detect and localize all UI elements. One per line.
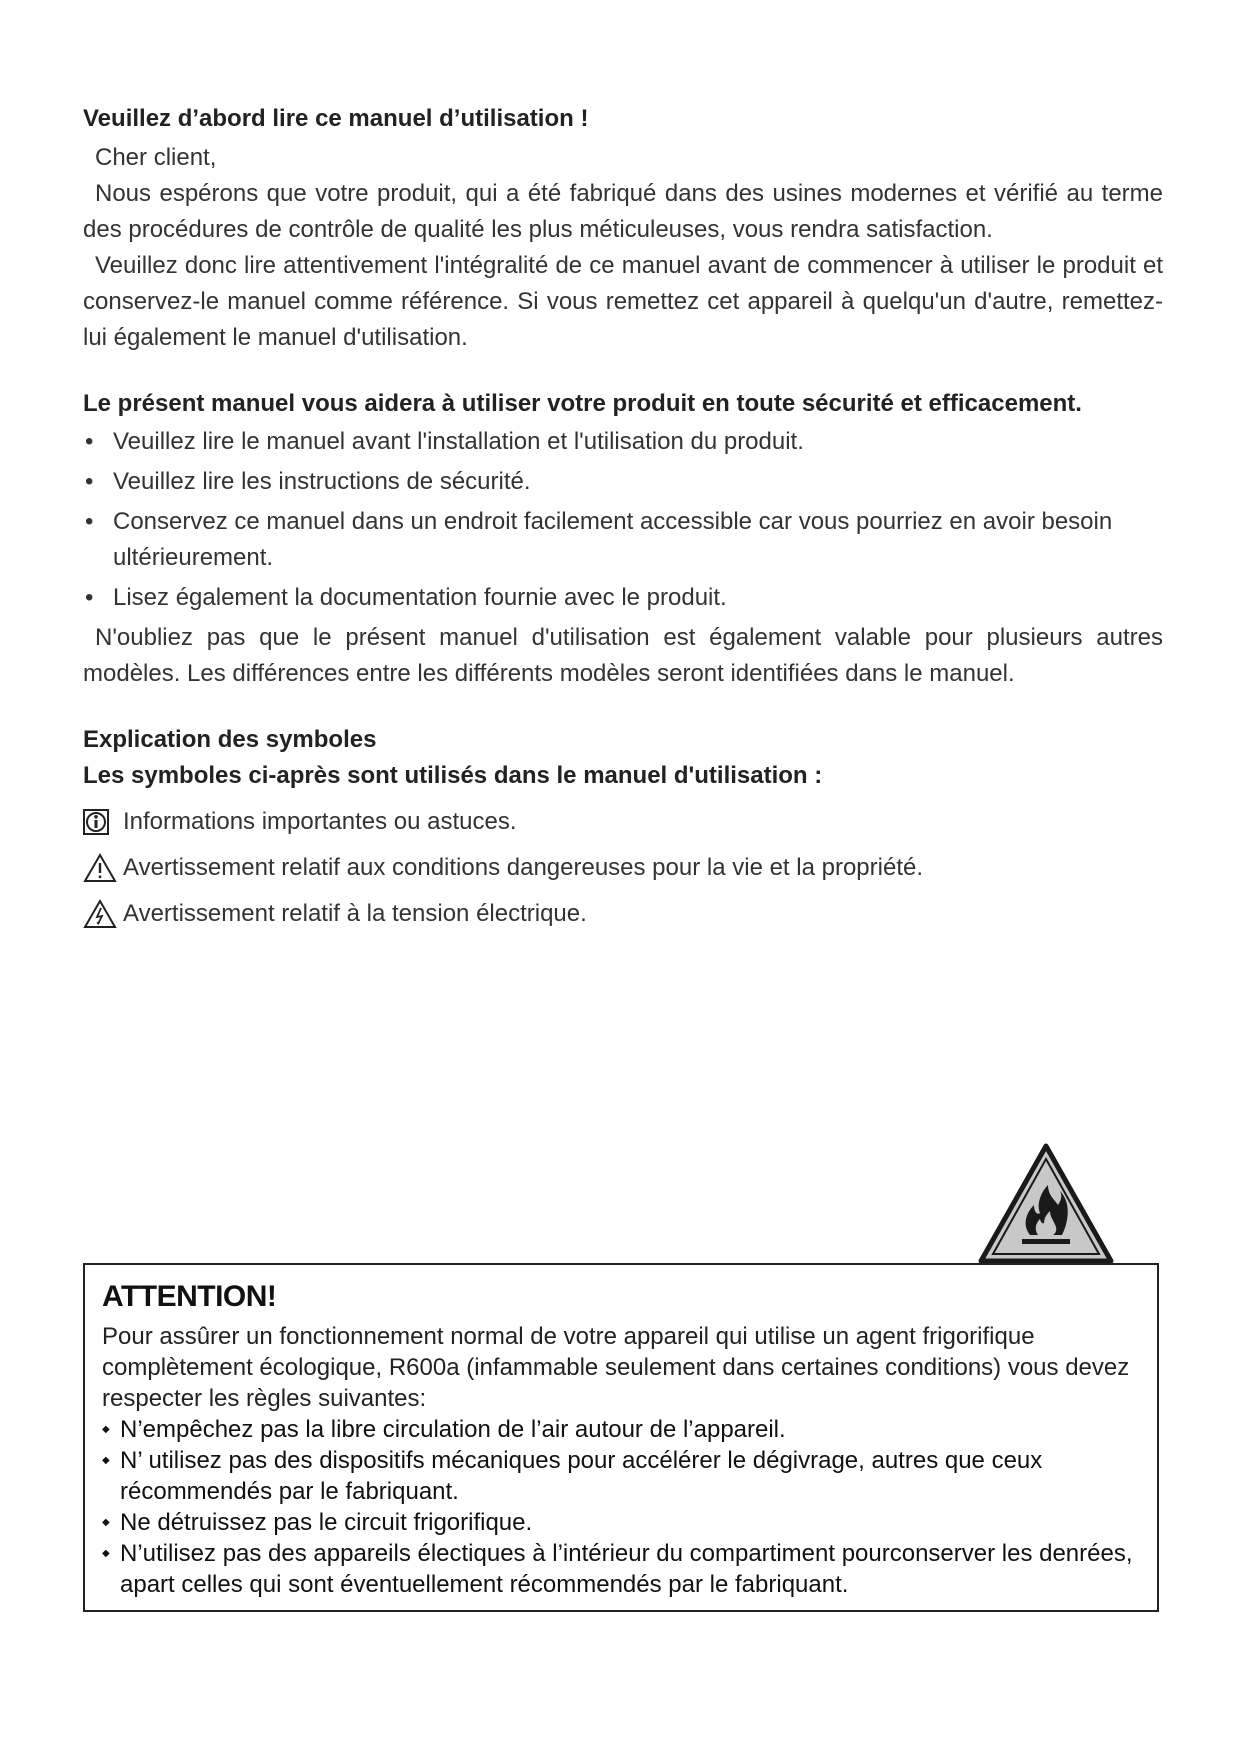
warning-icon — [83, 853, 117, 883]
symbol-text: Avertissement relatif à la tension électrique. — [123, 900, 587, 927]
greeting: Cher client, — [95, 144, 217, 171]
list-item: • Conservez ce manuel dans un endroit facilement accessible car vous pourriez en avoir besoin ultérieurement. — [83, 504, 1163, 576]
safety-heading: Le présent manuel vous aidera à utiliser votre produit en toute sécurité et efficacement. — [83, 390, 1082, 417]
symbol-text: Informations importantes ou astuces. — [123, 808, 517, 835]
safety-bullet-list — [83, 424, 1163, 616]
list-item: • Veuillez lire le manuel avant l'installation et l'utilisation du produit. — [83, 424, 1163, 460]
info-icon — [83, 807, 117, 837]
attention-title: ATTENTION! — [102, 1280, 277, 1313]
intro-title: Veuillez d’abord lire ce manuel d’utilisation ! — [83, 105, 589, 132]
list-item: ◆ N’ utilisez pas des dispositifs mécaniques pour accélérer le dégivrage, autres que ceux récommendés par le fabriquant. — [102, 1445, 1141, 1507]
list-item: ◆ N’empêchez pas la libre circulation de l’air autour de l’appareil. — [102, 1414, 1141, 1445]
symbol-row-info — [83, 804, 1163, 840]
symbol-row-electric — [83, 896, 1163, 932]
electric-warning-icon — [83, 899, 117, 929]
attention-intro: Pour assûrer un fonctionnement normal de votre appareil qui utilise un agent frigorifique complètement écologique, R600a (infammable seulement dans certaines conditions) vous devez respecter les règles suivantes: — [102, 1323, 1130, 1412]
page-content — [83, 104, 1163, 932]
symbols-heading: Explication des symboles — [83, 726, 377, 753]
flammable-warning-icon — [978, 1143, 1114, 1265]
list-item: • Veuillez lire les instructions de sécurité. — [83, 464, 1163, 500]
intro-paragraph-1: Nous espérons que votre produit, qui a été fabriqué dans des usines modernes et vérifié au terme des procédures de contrôle de qualité les plus méticuleuses, vous rendra satisfaction. — [83, 180, 1163, 243]
models-note: N'oubliez pas que le présent manuel d'utilisation est également valable pour plusieurs autres modèles. Les différences entre les différents modèles seront identifiées dans le manuel. — [83, 624, 1163, 687]
symbol-row-warning — [83, 850, 1163, 886]
list-item: ◆ Ne détruissez pas le circuit frigorifique. — [102, 1507, 1141, 1538]
intro-paragraph-2: Veuillez donc lire attentivement l'intégralité de ce manuel avant de commencer à utiliser le produit et conservez-le manuel comme référence. Si vous remettez cet appareil à quelqu'un d'autre, remettez-lui également le manuel d'utilisation. — [83, 252, 1163, 351]
symbols-subheading: Les symboles ci-après sont utilisés dans le manuel d'utilisation : — [83, 762, 823, 789]
list-item: ◆ N’utilisez pas des appareils électiques à l’intérieur du compartiment pourconserver les denrées, apart celles qui sont éventuellement récommendés par le fabriquant. — [102, 1538, 1141, 1600]
attention-bullet-list — [102, 1414, 1141, 1600]
list-item: • Lisez également la documentation fournie avec le produit. — [83, 580, 1163, 616]
attention-box — [83, 1263, 1159, 1612]
symbol-text: Avertissement relatif aux conditions dangereuses pour la vie et la propriété. — [123, 854, 924, 881]
